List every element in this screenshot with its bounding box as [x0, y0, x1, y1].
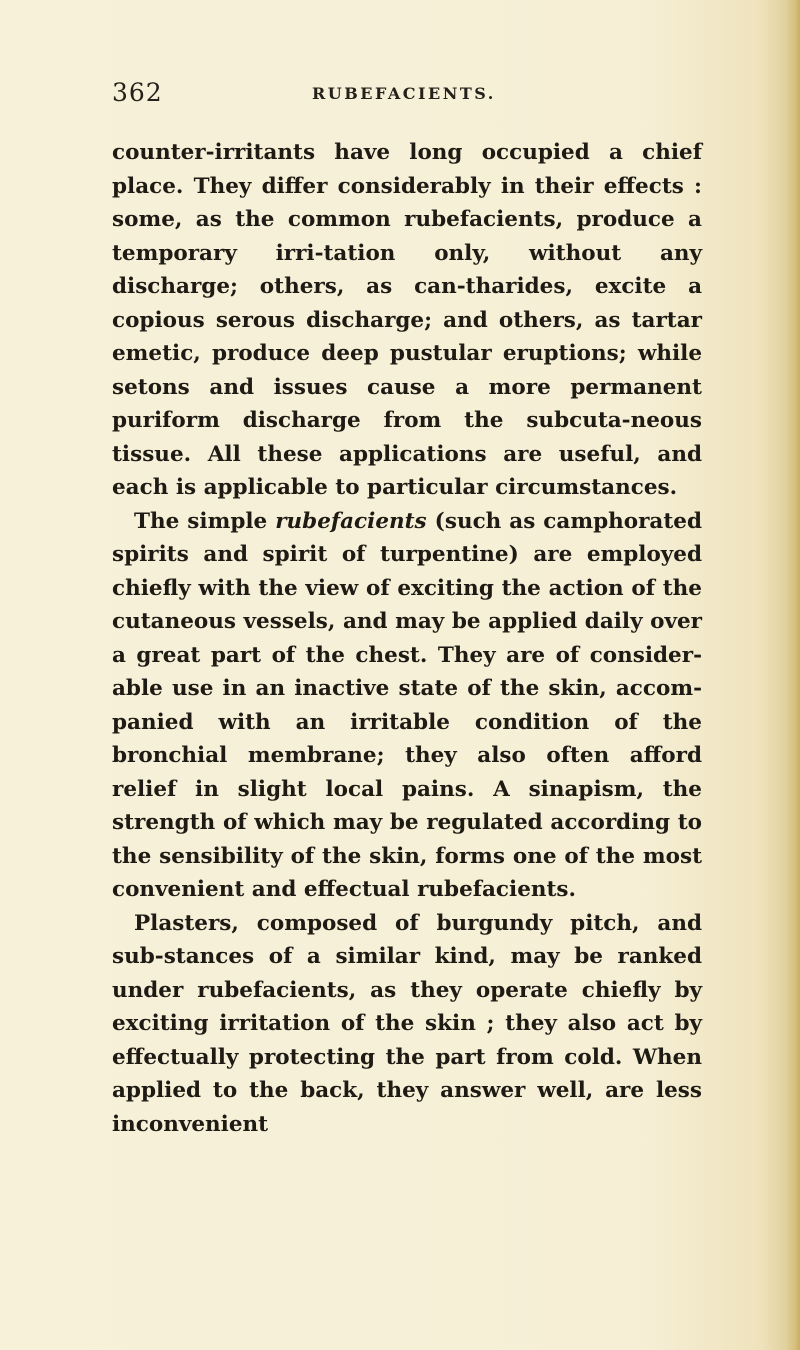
page-edge	[786, 0, 800, 1350]
paragraph-2-text-before: The simple	[134, 508, 276, 534]
paragraph-3	[112, 907, 702, 1142]
paragraph-2-emphasis: rubefacients	[275, 508, 427, 534]
paragraph-2	[112, 505, 702, 907]
paragraph-2-text-after: (such as camphorated spirits and spirit of turpentine) are employed chiefly with the view of exciting the action of the cutaneous vessels, and may be applied daily over a great part of the chest. They are of consider-able use in an inactive state of the skin, accom-panied with an irritable condition of the bronchial membrane; they also often afford relief in slight local pains. A sinapism, the strength of which may be regulated according to the sensibility of the skin, forms one of the most convenient and effectual rubefacients.	[112, 508, 702, 902]
paragraph-1	[112, 136, 702, 505]
paragraph-1-text: counter-irritants have long occupied a chief place. They differ considerably in their effects : some, as the common rubefacients, produce a temporary irri-tation only, without any discharge; others, as can-tharides, excite a copious serous discharge; and others, as tartar emetic, produce deep pustular eruptions; while setons and issues cause a more permanent puriform discharge from the subcuta-neous tissue. All these applications are useful, and each is applicable to particular circumstances.	[112, 140, 702, 500]
page-number: 362	[112, 78, 163, 107]
paragraph-3-text: Plasters, composed of burgundy pitch, and sub-stances of a similar kind, may be ranked under rubefacients, as they operate chiefly by exciting irritation of the skin ; they also act by effectually protecting the part from cold. When applied to the back, they answer well, are less inconvenient	[112, 910, 702, 1137]
running-head: RUBEFACIENTS.	[312, 84, 496, 103]
body-text	[112, 136, 702, 1141]
page-header	[112, 78, 712, 114]
